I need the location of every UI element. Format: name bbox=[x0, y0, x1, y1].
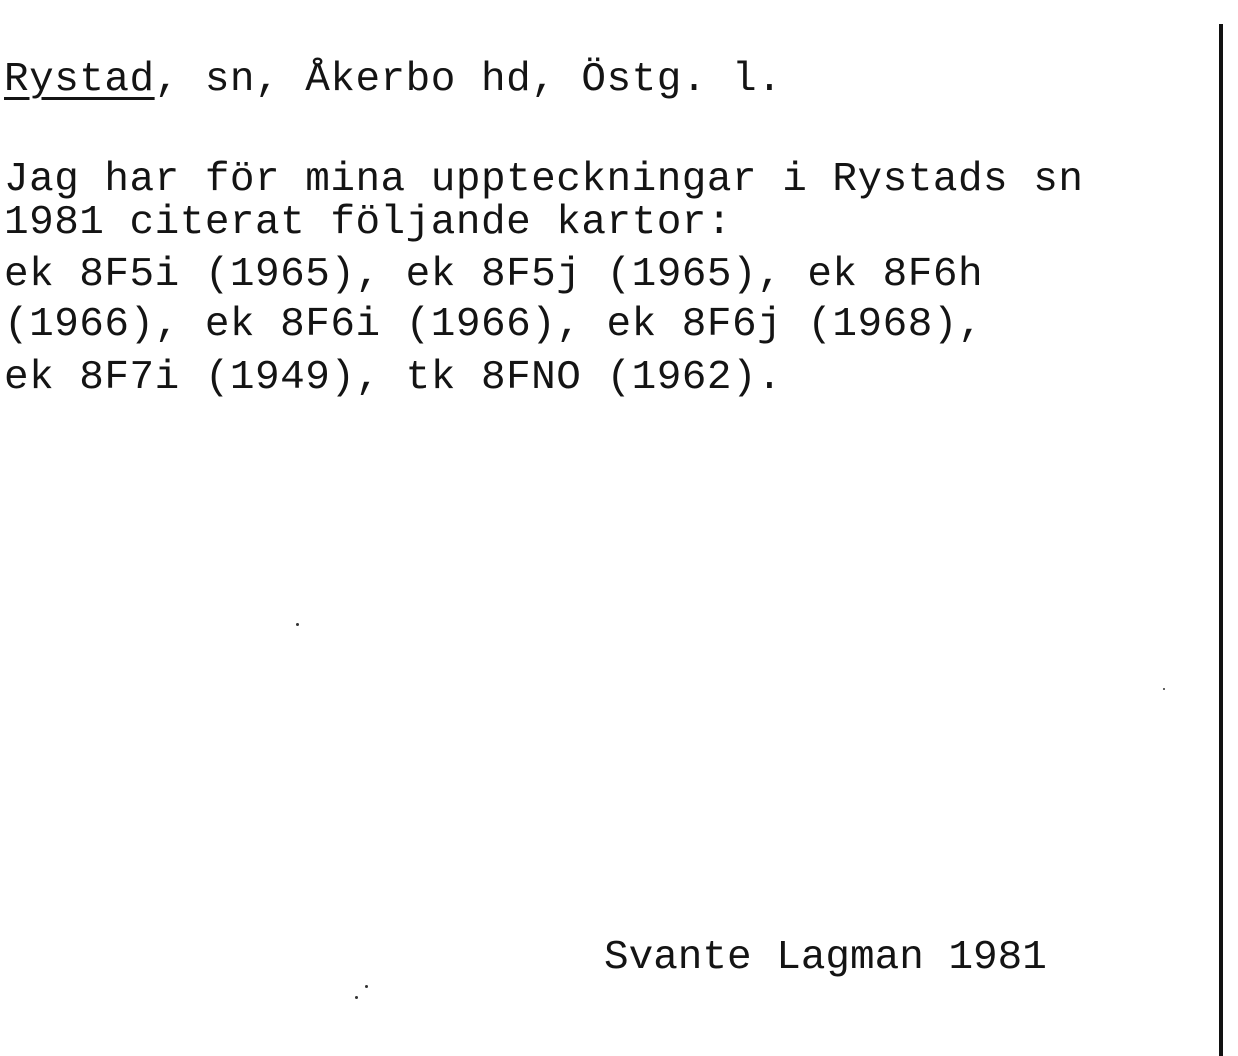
ink-speck bbox=[355, 996, 358, 999]
ink-speck bbox=[1163, 688, 1165, 690]
place-name: Rystad bbox=[4, 57, 155, 103]
ink-speck bbox=[296, 623, 299, 626]
ink-speck bbox=[365, 985, 368, 988]
body-line-3: ek 8F5i (1965), ek 8F5j (1965), ek 8F6h bbox=[4, 252, 984, 298]
signature: Svante Lagman 1981 bbox=[604, 935, 1047, 981]
card-header bbox=[4, 57, 783, 103]
body-line-4: (1966), ek 8F6i (1966), ek 8F6j (1968), bbox=[4, 302, 984, 348]
body-line-5: ek 8F7i (1949), tk 8FNO (1962). bbox=[4, 355, 783, 401]
place-description: , sn, Åkerbo hd, Östg. l. bbox=[154, 57, 783, 103]
body-line-1: Jag har för mina uppteckningar i Rystads sn bbox=[4, 157, 1084, 203]
card-right-edge bbox=[1219, 24, 1223, 1056]
body-line-2: 1981 citerat följande kartor: bbox=[4, 200, 733, 246]
